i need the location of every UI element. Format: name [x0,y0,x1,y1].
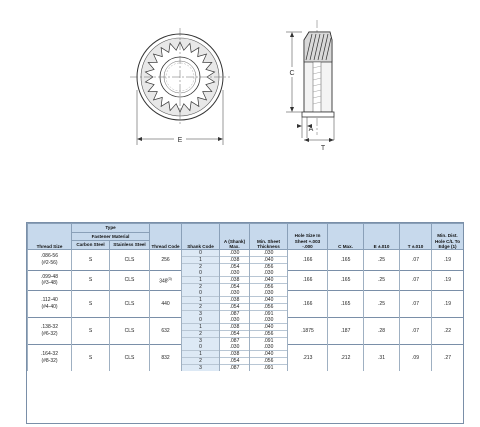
shank-code-cell: 3 [182,311,220,318]
min-dist-cell: .22 [432,317,464,344]
thread-code-cell: 632 [150,317,182,344]
stainless-steel-cell: CLS [110,344,150,371]
stainless-steel-cell: CLS [110,290,150,317]
t-cell: .07 [400,317,432,344]
shank-code-cell: 0 [182,344,220,351]
min-sheet-cell: .056 [250,358,288,365]
e-cell: .25 [364,250,400,271]
hole-size-cell: .166 [288,250,328,271]
header-hole-size: Hole Size In Sheet +.003 -.000 [288,224,328,250]
header-thread-size: Thread Size [28,224,72,250]
spec-table [27,223,464,371]
shank-code-cell: 0 [182,317,220,324]
min-sheet-cell: .040 [250,257,288,264]
c-max-cell: .165 [328,250,364,271]
table-group [28,270,464,290]
e-cell: .25 [364,290,400,317]
table-group [28,250,464,271]
min-sheet-cell: .091 [250,311,288,318]
min-sheet-cell: .056 [250,264,288,271]
a-max-cell: .087 [220,311,250,318]
a-max-cell: .030 [220,270,250,277]
header-stainless-steel: Stainless Steel [110,241,150,250]
shank-code-cell: 1 [182,324,220,331]
a-max-cell: .054 [220,304,250,311]
a-max-cell: .087 [220,365,250,372]
a-max-cell: .030 [220,290,250,297]
thread-size-cell: .099-48 (#3-48) [28,270,72,290]
header-shank-code: Shank Code [182,224,220,250]
min-sheet-cell: .056 [250,284,288,291]
dimension-e-label: E [177,137,183,144]
side-view [286,20,334,152]
thread-code-cell: 348$^{(3)}$ [150,270,182,290]
min-sheet-cell: .056 [250,304,288,311]
header-min-dist: Min. Dist. Hole C/L To Edge (1) [432,224,464,250]
c-max-cell: .165 [328,290,364,317]
header-a-max: A (Shank) Max. [220,224,250,250]
t-cell: .09 [400,344,432,371]
shank-code-cell: 2 [182,264,220,271]
shank-code-cell: 1 [182,297,220,304]
thread-size-cell: .164-32 (#8-32) [28,344,72,371]
shank-code-cell: 0 [182,270,220,277]
min-sheet-cell: .091 [250,338,288,345]
c-max-cell: .165 [328,270,364,290]
header-e: E ±.010 [364,224,400,250]
hole-size-cell: .166 [288,290,328,317]
a-max-cell: .054 [220,331,250,338]
a-max-cell: .038 [220,324,250,331]
carbon-steel-cell: S [72,317,110,344]
min-sheet-cell: .030 [250,317,288,324]
a-max-cell: .054 [220,264,250,271]
carbon-steel-cell: S [72,270,110,290]
min-sheet-cell: .040 [250,297,288,304]
c-max-cell: .187 [328,317,364,344]
carbon-steel-cell: S [72,344,110,371]
min-sheet-cell: .030 [250,290,288,297]
front-view [130,28,230,145]
t-cell: .07 [400,250,432,271]
shank-code-cell: 3 [182,365,220,372]
min-sheet-cell: .030 [250,344,288,351]
t-cell: .07 [400,290,432,317]
thread-code-cell: 832 [150,344,182,371]
min-dist-cell: .19 [432,290,464,317]
footnote-marker: (3) [167,276,172,281]
t-cell: .07 [400,270,432,290]
header-type: Type [72,224,150,233]
shank-code-cell: 2 [182,331,220,338]
shank-code-cell: 1 [182,351,220,358]
min-dist-cell: .27 [432,344,464,371]
a-max-cell: .038 [220,277,250,284]
hole-size-cell: .213 [288,344,328,371]
min-sheet-cell: .091 [250,365,288,372]
header-min-sheet: Min. Sheet Thickness [250,224,288,250]
a-max-cell: .030 [220,250,250,257]
c-max-cell: .212 [328,344,364,371]
shank-code-cell: 1 [182,257,220,264]
table-group [28,344,464,371]
min-sheet-cell: .030 [250,270,288,277]
stainless-steel-cell: CLS [110,270,150,290]
min-dist-cell: .19 [432,250,464,271]
table-row [28,250,464,257]
shank-code-cell: 2 [182,284,220,291]
header-c-max: C Max. [328,224,364,250]
header-fastener-material: Fastener Material [72,233,150,241]
thread-code-cell: 440 [150,290,182,317]
header-carbon-steel: Carbon Steel [72,241,110,250]
stainless-steel-cell: CLS [110,250,150,271]
shank-code-cell: 0 [182,250,220,257]
fastener-drawing [0,0,480,205]
table-group [28,317,464,344]
e-cell: .31 [364,344,400,371]
shank-code-cell: 1 [182,277,220,284]
dimension-a-label: A [308,126,314,133]
thread-size-cell: .112-40 (#4-40) [28,290,72,317]
a-max-cell: .030 [220,344,250,351]
shank-code-cell: 2 [182,304,220,311]
a-max-cell: .054 [220,284,250,291]
hole-size-cell: .1875 [288,317,328,344]
carbon-steel-cell: S [72,290,110,317]
carbon-steel-cell: S [72,250,110,271]
dimension-t-label: T [320,145,326,152]
dimension-c-label: C [289,70,295,77]
e-cell: .25 [364,270,400,290]
min-sheet-cell: .040 [250,351,288,358]
a-max-cell: .030 [220,317,250,324]
min-sheet-cell: .040 [250,324,288,331]
shank-code-cell: 2 [182,358,220,365]
thread-size-cell: .086-56 (#2-56) [28,250,72,271]
min-sheet-cell: .040 [250,277,288,284]
stainless-steel-cell: CLS [110,317,150,344]
a-max-cell: .038 [220,351,250,358]
a-max-cell: .087 [220,338,250,345]
hole-size-cell: .166 [288,270,328,290]
a-max-cell: .038 [220,257,250,264]
shank-code-cell: 3 [182,338,220,345]
thread-size-cell: .138-32 (#6-32) [28,317,72,344]
shank-code-cell: 0 [182,290,220,297]
a-max-cell: .038 [220,297,250,304]
min-sheet-cell: .030 [250,250,288,257]
header-t: T ±.010 [400,224,432,250]
table-group [28,290,464,317]
a-max-cell: .054 [220,358,250,365]
min-sheet-cell: .056 [250,331,288,338]
min-dist-cell: .19 [432,270,464,290]
e-cell: .28 [364,317,400,344]
spec-table-container [26,222,464,424]
header-thread-code: Thread Code [150,224,182,250]
thread-code-cell: 256 [150,250,182,271]
